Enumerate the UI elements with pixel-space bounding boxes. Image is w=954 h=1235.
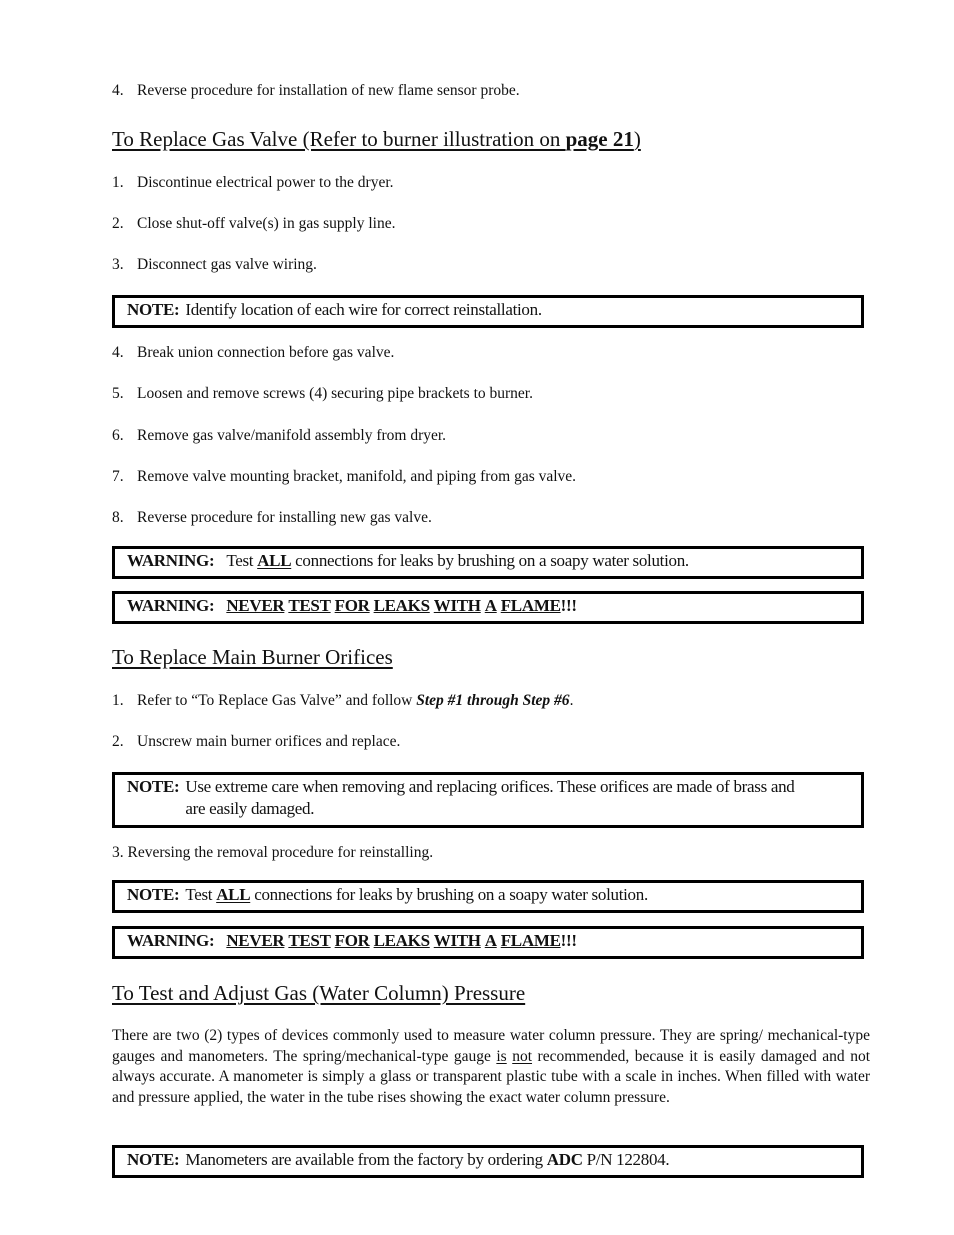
heading-test-gas-pressure: To Test and Adjust Gas (Water Column) Pressure [112, 981, 526, 1005]
heading-replace-orifices: To Replace Main Burner Orifices [112, 645, 393, 669]
gas-valve-step-2: 2. Close shut-off valve(s) in gas supply line. [112, 215, 396, 232]
orifice-step-3: 3. Reversing the removal procedure for reinstalling. [112, 844, 434, 861]
page-ref-link[interactable]: page 21 [565, 127, 634, 151]
note-wire-location: NOTE: Identify location of each wire for correct reinstallation. [112, 295, 864, 328]
heading-replace-gas-valve: To Replace Gas Valve (Refer to burner illustration on page 21) [112, 127, 641, 151]
gas-valve-step-5: 5. Loosen and remove screws (4) securing pipe brackets to burner. [112, 385, 533, 402]
gas-valve-step-7: 7. Remove valve mounting bracket, manifold, and piping from gas valve. [112, 468, 577, 485]
warning-test-connections: WARNING: Test ALL connections for leaks by brushing on a soapy water solution. [112, 546, 864, 579]
warning-never-test-flame: WARNING: NEVER TEST FOR LEAKS WITH A FLAME!!! [112, 591, 864, 624]
gas-valve-step-4: 4. Break union connection before gas valve. [112, 344, 395, 361]
orifice-step-1: 1. Refer to “To Replace Gas Valve” and follow Step #1 through Step #6. [112, 692, 574, 709]
orifice-step-2: 2. Unscrew main burner orifices and replace. [112, 733, 401, 750]
warning-never-test-flame-2: WARNING: NEVER TEST FOR LEAKS WITH A FLAME!!! [112, 926, 864, 959]
gas-valve-step-1: 1. Discontinue electrical power to the dryer. [112, 174, 394, 191]
note-test-connections: NOTE: Test ALL connections for leaks by brushing on a soapy water solution. [112, 880, 864, 913]
gas-valve-step-8: 8. Reverse procedure for installing new gas valve. [112, 509, 432, 526]
note-manometers: NOTE: Manometers are available from the factory by ordering ADC P/N 122804. [112, 1145, 864, 1178]
note-orifice-care: NOTE: Use extreme care when removing and replacing orifices. These orifices are made of brass and are easily damaged. [112, 772, 864, 828]
pressure-paragraph: There are two (2) types of devices commonly used to measure water column pressure. They are spring/ mechanical-type gauges and manometers. The spring/mechanical-type gauge is not recommended, because it is easily damaged and not always accurate. A manometer is simply a glass or transparent plastic tube with a scale in inches. When filled with water and pressure applied, the water in the tube rises showing the exact water column pressure. [112, 1027, 870, 1106]
gas-valve-step-3: 3. Disconnect gas valve wiring. [112, 256, 317, 273]
step-4-flame-sensor: 4. Reverse procedure for installation of new flame sensor probe. [112, 82, 520, 99]
gas-valve-step-6: 6. Remove gas valve/manifold assembly from dryer. [112, 427, 447, 444]
